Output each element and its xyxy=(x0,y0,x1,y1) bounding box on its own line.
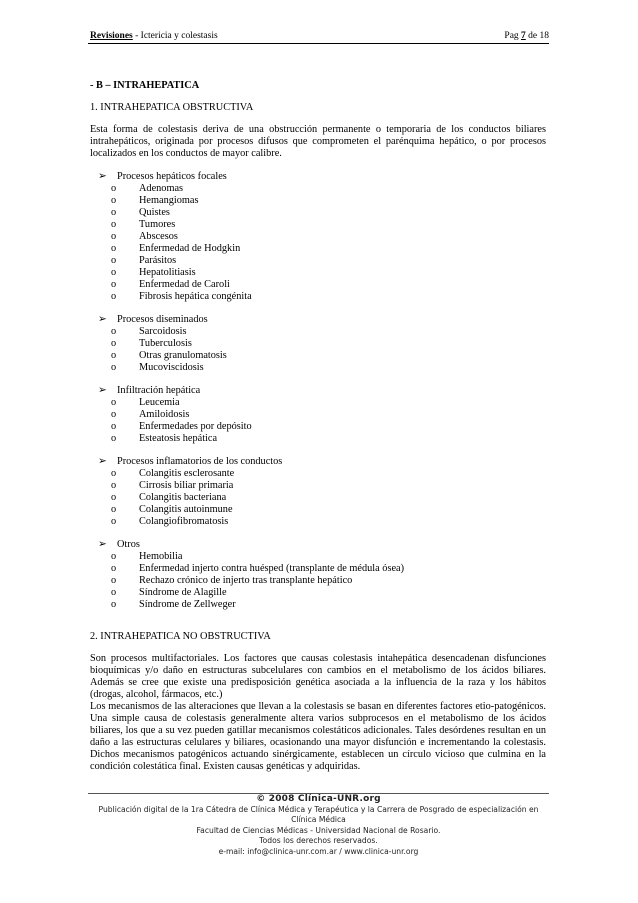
list-item-label: Hemangiomas xyxy=(139,195,199,206)
list-item xyxy=(90,421,546,433)
list-item-label: Tumores xyxy=(139,219,176,230)
list-item-label: Enfermedad injerto contra huésped (transplante de médula ósea) xyxy=(139,563,405,574)
list-item-label: Síndrome de Alagille xyxy=(139,587,227,598)
list-item-label: Quistes xyxy=(139,207,170,218)
arrow-bullet-icon: ➢ xyxy=(98,385,107,396)
list-item-label: Cirrosis biliar primaria xyxy=(139,480,234,491)
list-item-label: Abscesos xyxy=(139,231,178,242)
circle-bullet-icon: o xyxy=(111,504,117,515)
list-item-label: Colangitis autoinmune xyxy=(139,504,233,515)
page-header xyxy=(88,30,549,44)
list-item-label: Rechazo crónico de injerto tras transplante hepático xyxy=(139,575,353,586)
circle-bullet-icon: o xyxy=(111,291,117,302)
circle-bullet-icon: o xyxy=(111,468,117,479)
page-number: 7 xyxy=(521,31,526,41)
list-item-label: Sarcoidosis xyxy=(139,326,187,337)
list-item xyxy=(90,480,546,492)
list-item-label: Hepatolitiasis xyxy=(139,267,196,278)
list-item-label: Leucemia xyxy=(139,397,180,408)
cause-group xyxy=(90,171,546,303)
circle-bullet-icon: o xyxy=(111,350,117,361)
list-item xyxy=(90,231,546,243)
cause-group xyxy=(90,314,546,374)
list-item-label: Esteatosis hepática xyxy=(139,433,218,444)
list-item xyxy=(90,492,546,504)
list-item xyxy=(90,362,546,374)
circle-bullet-icon: o xyxy=(111,587,117,598)
cause-group-label: Infiltración hepática xyxy=(117,385,201,396)
circle-bullet-icon: o xyxy=(111,219,117,230)
footer-line-5: e-mail: info@clinica-unr.com.ar / www.clinica-unr.org xyxy=(218,846,419,856)
circle-bullet-icon: o xyxy=(111,421,117,432)
list-item xyxy=(90,195,546,207)
arrow-bullet-icon: ➢ xyxy=(98,314,107,325)
cause-group-title xyxy=(90,456,546,468)
subsection-1-title: 1. INTRAHEPATICA OBSTRUCTIVA xyxy=(90,102,254,113)
list-item-label: Colangitis esclerosante xyxy=(139,468,235,479)
circle-bullet-icon: o xyxy=(111,326,117,337)
list-item xyxy=(90,433,546,445)
list-item xyxy=(90,587,546,599)
cause-group-label: Otros xyxy=(117,539,140,550)
footer-line-4: Todos los derechos reservados. xyxy=(259,836,378,845)
page-suffix: de 18 xyxy=(525,31,549,41)
circle-bullet-icon: o xyxy=(111,433,117,444)
list-item xyxy=(90,291,546,303)
page-indicator xyxy=(504,30,549,43)
list-item-label: Enfermedad de Hodgkin xyxy=(139,243,241,254)
list-item-label: Hemobilia xyxy=(139,551,183,562)
list-item-label: Adenomas xyxy=(139,183,184,194)
circle-bullet-icon: o xyxy=(111,255,117,266)
cause-group-label: Procesos inflamatorios de los conductos xyxy=(117,456,283,467)
subsection-2-title: 2. INTRAHEPATICA NO OBSTRUCTIVA xyxy=(90,631,271,642)
page-footer xyxy=(88,793,549,857)
footer-line-1: Publicación digital de la 1ra Cátedra de Clínica Médica y Terapéutica y la Carrera de Posgrado de especialización en xyxy=(98,804,539,814)
list-item-label: Colangitis bacteriana xyxy=(139,492,227,503)
list-item-label: Colangiofibromatosis xyxy=(139,516,229,527)
arrow-bullet-icon: ➢ xyxy=(98,456,107,467)
arrow-bullet-icon: ➢ xyxy=(98,539,107,550)
footer-line-2: Clínica Médica xyxy=(291,815,346,824)
list-item-label: Enfermedad de Caroli xyxy=(139,279,230,290)
list-item xyxy=(90,551,546,563)
circle-bullet-icon: o xyxy=(111,338,117,349)
list-item xyxy=(90,255,546,267)
list-item xyxy=(90,504,546,516)
circle-bullet-icon: o xyxy=(111,563,117,574)
circle-bullet-icon: o xyxy=(111,195,117,206)
circle-bullet-icon: o xyxy=(111,492,117,503)
list-item xyxy=(90,267,546,279)
cause-group-title xyxy=(90,314,546,326)
circle-bullet-icon: o xyxy=(111,243,117,254)
cause-group-label: Procesos hepáticos focales xyxy=(117,171,227,182)
cause-list xyxy=(90,551,546,611)
circle-bullet-icon: o xyxy=(111,409,117,420)
list-item xyxy=(90,279,546,291)
list-item xyxy=(90,575,546,587)
list-item xyxy=(90,219,546,231)
cause-group xyxy=(90,539,546,611)
circle-bullet-icon: o xyxy=(111,599,117,610)
list-item xyxy=(90,468,546,480)
circle-bullet-icon: o xyxy=(111,231,117,242)
list-item-label: Mucoviscidosis xyxy=(139,362,204,373)
circle-bullet-icon: o xyxy=(111,207,117,218)
list-item-label: Parásitos xyxy=(139,255,177,266)
list-item xyxy=(90,516,546,528)
page-prefix: Pag xyxy=(504,31,522,41)
list-item-label: Fibrosis hepática congénita xyxy=(139,291,252,302)
cause-group-label: Procesos diseminados xyxy=(117,314,208,325)
list-item xyxy=(90,599,546,611)
circle-bullet-icon: o xyxy=(111,397,117,408)
list-item xyxy=(90,207,546,219)
list-item-label: Tuberculosis xyxy=(139,338,192,349)
cause-group-title xyxy=(90,385,546,397)
footer-copyright: © 2008 Clínica-UNR.org xyxy=(252,794,385,805)
circle-bullet-icon: o xyxy=(111,516,117,527)
list-item-label: Amiloidosis xyxy=(139,409,190,420)
list-item xyxy=(90,243,546,255)
list-item xyxy=(90,183,546,195)
list-item xyxy=(90,563,546,575)
cause-group-title xyxy=(90,539,546,551)
section-heading: - B – INTRAHEPATICA xyxy=(90,80,200,91)
arrow-bullet-icon: ➢ xyxy=(98,171,107,182)
footer-line-3: Facultad de Ciencias Médicas - Universidad Nacional de Rosario. xyxy=(196,825,441,835)
circle-bullet-icon: o xyxy=(111,279,117,290)
list-item xyxy=(90,350,546,362)
cause-list xyxy=(90,326,546,374)
cause-list xyxy=(90,397,546,445)
header-section: Revisiones xyxy=(90,31,133,41)
circle-bullet-icon: o xyxy=(111,183,117,194)
list-item xyxy=(90,397,546,409)
subsection-1-paragraph: Esta forma de colestasis deriva de una obstrucción permanente o temporaria de los conductos biliares intrahepáticos, originada por procesos difusos que comprometen el parénquima hepático, o por procesos localizados en los conductos de mayor calibre. xyxy=(90,124,546,159)
circle-bullet-icon: o xyxy=(111,575,117,586)
cause-groups xyxy=(90,171,546,611)
subsection-2-paragraph-1: Son procesos multifactoriales. Los factores que causas colestasis intahepática desencadenan disfunciones bioquímicas y/o daño en estructuras subcelulares con cambios en el metabolismo de los ácidos biliares. Además se cree que existe una predisposición genética asociada a la influencia de la raza y los hábitos (drogas, alcohol, fármacos, etc.) xyxy=(90,653,546,700)
cause-list xyxy=(90,183,546,303)
cause-group xyxy=(90,385,546,445)
list-item-label: Otras granulomatosis xyxy=(139,350,227,361)
list-item xyxy=(90,409,546,421)
cause-group-title xyxy=(90,171,546,183)
list-item-label: Enfermedades por depósito xyxy=(139,421,252,432)
cause-group xyxy=(90,456,546,528)
subsection-2-paragraph-2: Los mecanismos de las alteraciones que llevan a la colestasis se basan en diferentes factores etio-patogénicos. Una simple causa de colestasis generalmente altera varios subprocesos en el metabolismo de los ácidos biliares, los que a su vez pueden gatillar mecanismos colestáticos adicionales. Tales desórdenes resultan en un daño a las estructuras celulares y biliares, ocasionando una mayor disfunción e incrementando la colestasis. Dichos mecanismos patogénicos actuando sinérgicamente, establecen un círculo vicioso que culmina en la condición colestática final. Existen causas genéticas y adquiridas. xyxy=(90,701,546,772)
cause-list xyxy=(90,468,546,528)
circle-bullet-icon: o xyxy=(111,267,117,278)
circle-bullet-icon: o xyxy=(111,362,117,373)
header-topic: - Ictericia y colestasis xyxy=(132,31,218,41)
page-content xyxy=(90,80,546,784)
circle-bullet-icon: o xyxy=(111,551,117,562)
list-item xyxy=(90,326,546,338)
list-item-label: Síndrome de Zellweger xyxy=(139,599,236,610)
header-title xyxy=(90,30,218,43)
circle-bullet-icon: o xyxy=(111,480,117,491)
list-item xyxy=(90,338,546,350)
